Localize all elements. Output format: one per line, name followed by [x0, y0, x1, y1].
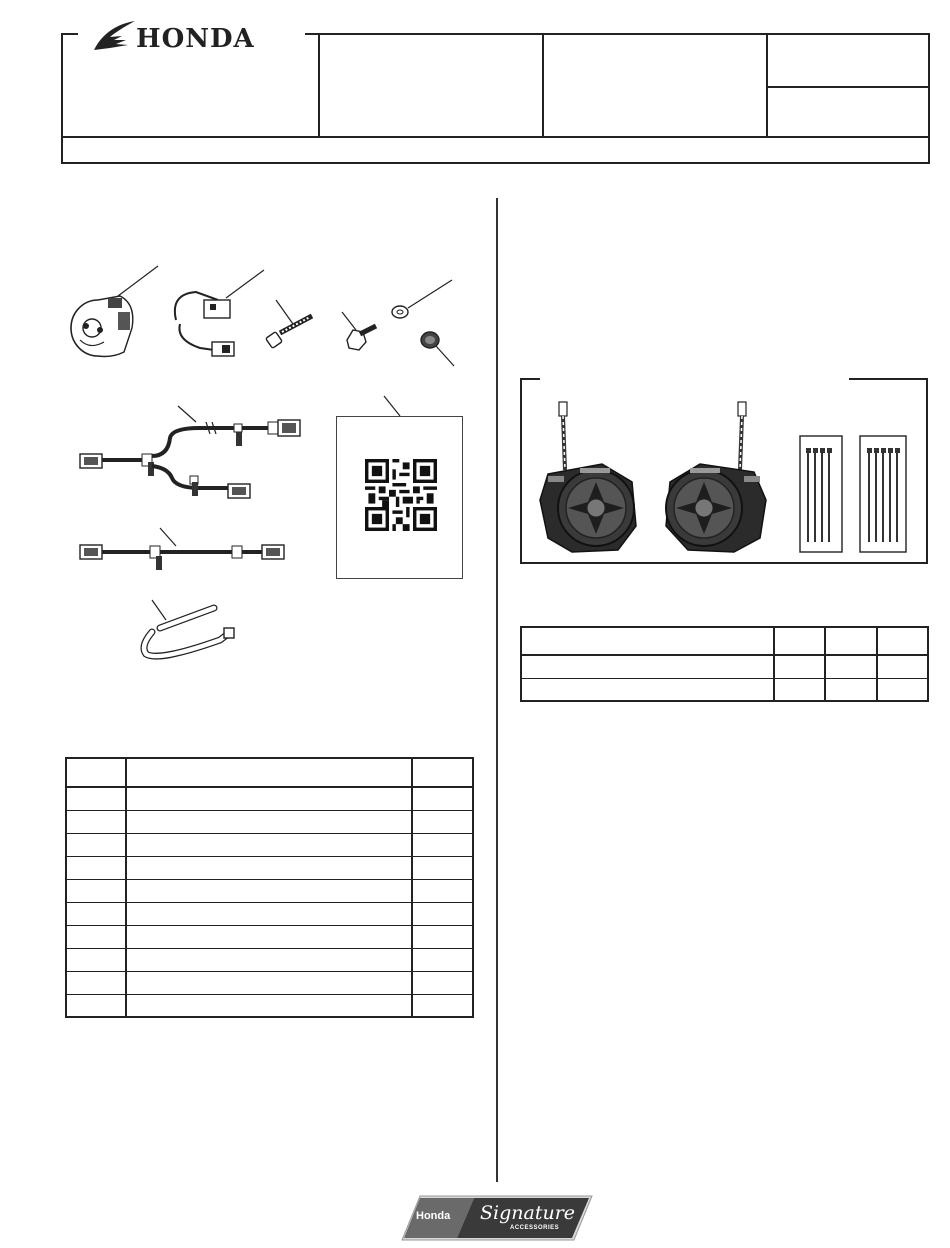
badge-honda-text: Honda	[416, 1210, 451, 1222]
header-divider-2	[542, 33, 544, 137]
table-row	[521, 655, 928, 678]
table-row	[66, 925, 473, 948]
header-divider-3	[766, 33, 768, 137]
table-row	[66, 833, 473, 856]
honda-wing-icon	[92, 20, 136, 54]
table-row	[66, 902, 473, 925]
qr-card	[336, 416, 463, 579]
table-row	[66, 994, 473, 1017]
nut-icon	[421, 332, 454, 366]
speaker-kit-table	[520, 626, 929, 702]
cable-tie-pack-icon	[860, 436, 906, 552]
badge-signature-text: Signature	[480, 1202, 576, 1224]
table-row	[66, 948, 473, 971]
speaker-right-icon	[666, 402, 766, 552]
table-row	[66, 787, 473, 810]
header-bottom-line	[61, 136, 930, 138]
qr-code-icon	[365, 459, 437, 531]
brand-name: HONDA	[136, 24, 255, 54]
table-header-row	[521, 627, 928, 655]
header-divider-1	[318, 33, 320, 137]
long-bolt-icon	[266, 300, 312, 348]
table-row	[66, 810, 473, 833]
table-row	[66, 879, 473, 902]
parts-table	[65, 757, 474, 1018]
column-divider	[496, 198, 498, 1182]
table-row	[521, 678, 928, 701]
table-header-row	[66, 758, 473, 787]
clamp-icon	[175, 270, 264, 356]
speaker-left-icon	[540, 402, 636, 552]
badge-accessories-text: ACCESSORIES	[510, 1225, 560, 1231]
cable-tie-icon	[144, 600, 234, 656]
qr-card-leader	[384, 396, 400, 416]
honda-logo	[92, 18, 292, 54]
y-harness-icon	[80, 406, 300, 498]
short-bolt-icon	[342, 312, 376, 350]
washer-icon	[392, 280, 452, 318]
table-row	[66, 971, 473, 994]
mount-puck-icon	[71, 266, 158, 357]
signature-accessories-badge	[400, 1194, 594, 1242]
speaker-kit-illustration	[520, 378, 928, 564]
header-split-line	[766, 86, 930, 88]
cable-tie-pack-icon	[800, 436, 842, 552]
table-row	[66, 856, 473, 879]
extension-harness-icon	[80, 528, 284, 570]
